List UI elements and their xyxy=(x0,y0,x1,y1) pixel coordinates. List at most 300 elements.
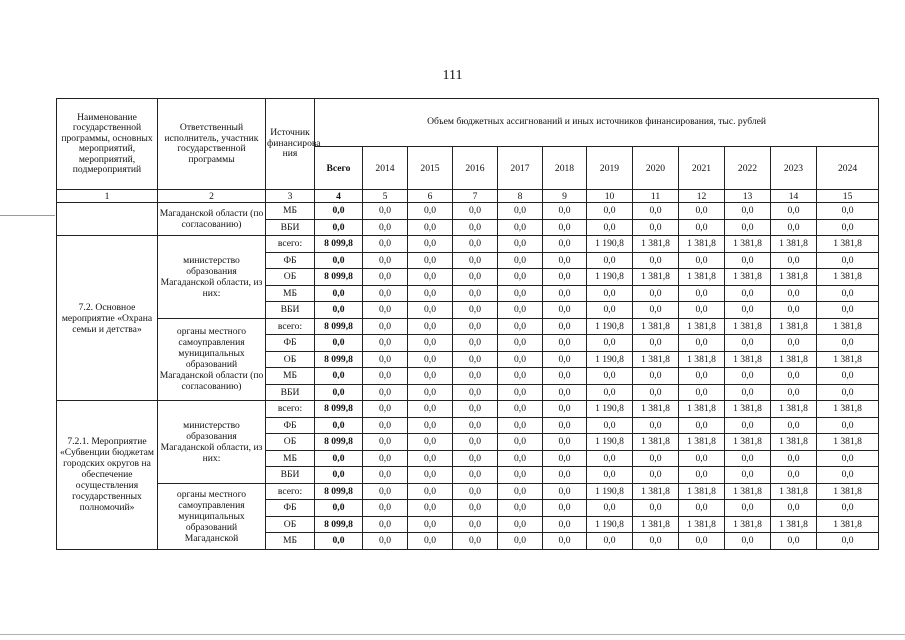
value-cell: 0,0 xyxy=(587,500,633,517)
value-cell: 1 381,8 xyxy=(633,483,679,500)
source-cell: МБ xyxy=(266,203,315,220)
value-cell: 0,0 xyxy=(408,450,453,467)
value-cell: 0,0 xyxy=(817,467,879,484)
source-cell: ФБ xyxy=(266,252,315,269)
value-cell: 0,0 xyxy=(408,285,453,302)
value-cell: 0,0 xyxy=(408,335,453,352)
value-cell: 0,0 xyxy=(679,203,725,220)
value-cell: 0,0 xyxy=(679,252,725,269)
value-cell: 0,0 xyxy=(633,302,679,319)
total-cell: 0,0 xyxy=(315,384,363,401)
value-cell: 0,0 xyxy=(679,450,725,467)
column-number: 6 xyxy=(408,190,453,203)
value-cell: 0,0 xyxy=(587,467,633,484)
value-cell: 1 190,8 xyxy=(587,318,633,335)
value-cell: 0,0 xyxy=(453,401,498,418)
executor-cell: органы местного самоуправления муниципальных образований Магаданской xyxy=(158,483,266,549)
value-cell: 0,0 xyxy=(771,302,817,319)
value-cell: 0,0 xyxy=(771,450,817,467)
value-cell: 1 381,8 xyxy=(679,269,725,286)
value-cell: 0,0 xyxy=(679,285,725,302)
value-cell: 0,0 xyxy=(587,219,633,236)
column-number: 14 xyxy=(771,190,817,203)
value-cell: 0,0 xyxy=(679,467,725,484)
value-cell: 0,0 xyxy=(587,450,633,467)
header-year: 2020 xyxy=(633,147,679,190)
value-cell: 1 381,8 xyxy=(633,401,679,418)
value-cell: 0,0 xyxy=(633,467,679,484)
value-cell: 0,0 xyxy=(543,500,587,517)
value-cell: 1 381,8 xyxy=(633,434,679,451)
value-cell: 0,0 xyxy=(633,219,679,236)
value-cell: 0,0 xyxy=(498,203,543,220)
executor-cell: министерство образования Магаданской области, из них: xyxy=(158,236,266,319)
value-cell: 0,0 xyxy=(725,285,771,302)
value-cell: 0,0 xyxy=(363,384,408,401)
value-cell: 1 381,8 xyxy=(725,351,771,368)
value-cell: 1 190,8 xyxy=(587,516,633,533)
value-cell: 0,0 xyxy=(587,302,633,319)
value-cell: 0,0 xyxy=(543,335,587,352)
value-cell: 0,0 xyxy=(543,434,587,451)
value-cell: 0,0 xyxy=(498,252,543,269)
value-cell: 0,0 xyxy=(771,417,817,434)
value-cell: 1 381,8 xyxy=(817,351,879,368)
value-cell: 1 381,8 xyxy=(679,483,725,500)
value-cell: 0,0 xyxy=(543,384,587,401)
header-year: 2023 xyxy=(771,147,817,190)
scan-artifact-line xyxy=(0,215,55,216)
value-cell: 0,0 xyxy=(408,401,453,418)
value-cell: 0,0 xyxy=(498,236,543,253)
value-cell: 1 381,8 xyxy=(817,516,879,533)
value-cell: 0,0 xyxy=(363,467,408,484)
value-cell: 1 381,8 xyxy=(817,401,879,418)
value-cell: 1 381,8 xyxy=(633,351,679,368)
value-cell: 0,0 xyxy=(633,285,679,302)
total-cell: 0,0 xyxy=(315,302,363,319)
value-cell: 0,0 xyxy=(453,467,498,484)
value-cell: 0,0 xyxy=(363,417,408,434)
value-cell: 0,0 xyxy=(453,483,498,500)
value-cell: 0,0 xyxy=(543,351,587,368)
column-number: 9 xyxy=(543,190,587,203)
value-cell: 0,0 xyxy=(817,302,879,319)
column-number: 1 xyxy=(57,190,158,203)
value-cell: 0,0 xyxy=(633,533,679,550)
header-year: 2015 xyxy=(408,147,453,190)
value-cell: 1 381,8 xyxy=(633,318,679,335)
total-cell: 8 099,8 xyxy=(315,351,363,368)
value-cell: 0,0 xyxy=(408,219,453,236)
value-cell: 0,0 xyxy=(498,516,543,533)
value-cell: 0,0 xyxy=(498,335,543,352)
header-financing-group: Объем бюджетных ассигнований и иных источников финансирования, тыс. рублей xyxy=(315,99,879,147)
total-cell: 8 099,8 xyxy=(315,401,363,418)
value-cell: 0,0 xyxy=(633,335,679,352)
value-cell: 0,0 xyxy=(817,368,879,385)
value-cell: 1 381,8 xyxy=(771,318,817,335)
column-number: 5 xyxy=(363,190,408,203)
value-cell: 0,0 xyxy=(408,516,453,533)
value-cell: 0,0 xyxy=(817,384,879,401)
value-cell: 0,0 xyxy=(771,467,817,484)
value-cell: 0,0 xyxy=(725,500,771,517)
value-cell: 0,0 xyxy=(363,285,408,302)
total-cell: 0,0 xyxy=(315,219,363,236)
header-year: 2018 xyxy=(543,147,587,190)
value-cell: 0,0 xyxy=(679,384,725,401)
value-cell: 0,0 xyxy=(725,533,771,550)
column-number: 10 xyxy=(587,190,633,203)
value-cell: 0,0 xyxy=(363,219,408,236)
value-cell: 0,0 xyxy=(453,335,498,352)
column-number: 8 xyxy=(498,190,543,203)
value-cell: 0,0 xyxy=(771,252,817,269)
value-cell: 0,0 xyxy=(633,203,679,220)
value-cell: 0,0 xyxy=(543,417,587,434)
source-cell: ВБИ xyxy=(266,467,315,484)
total-cell: 8 099,8 xyxy=(315,434,363,451)
value-cell: 0,0 xyxy=(543,302,587,319)
value-cell: 0,0 xyxy=(679,500,725,517)
source-cell: МБ xyxy=(266,533,315,550)
table-row xyxy=(57,483,879,500)
header-total: Всего xyxy=(315,147,363,190)
value-cell: 0,0 xyxy=(679,219,725,236)
value-cell: 0,0 xyxy=(543,450,587,467)
executor-cell: министерство образования Магаданской области, из них: xyxy=(158,401,266,484)
total-cell: 8 099,8 xyxy=(315,483,363,500)
value-cell: 0,0 xyxy=(453,302,498,319)
value-cell: 1 381,8 xyxy=(679,401,725,418)
program-name-cell: 7.2.1. Мероприятие «Субвенции бюджетам городских округов на обеспечение осуществления государственных полномочий» xyxy=(57,401,158,550)
value-cell: 1 381,8 xyxy=(771,351,817,368)
value-cell: 0,0 xyxy=(363,351,408,368)
value-cell: 0,0 xyxy=(453,450,498,467)
value-cell: 1 190,8 xyxy=(587,351,633,368)
table-row xyxy=(57,401,879,418)
value-cell: 0,0 xyxy=(363,318,408,335)
value-cell: 0,0 xyxy=(453,203,498,220)
header-year: 2019 xyxy=(587,147,633,190)
column-number: 12 xyxy=(679,190,725,203)
value-cell: 0,0 xyxy=(633,368,679,385)
value-cell: 0,0 xyxy=(543,203,587,220)
value-cell: 0,0 xyxy=(543,318,587,335)
value-cell: 0,0 xyxy=(363,434,408,451)
value-cell: 0,0 xyxy=(363,450,408,467)
header-year: 2022 xyxy=(725,147,771,190)
column-number-row xyxy=(57,190,879,203)
value-cell: 0,0 xyxy=(725,302,771,319)
value-cell: 0,0 xyxy=(453,533,498,550)
total-cell: 0,0 xyxy=(315,417,363,434)
program-name-cell xyxy=(57,203,158,236)
value-cell: 0,0 xyxy=(633,252,679,269)
value-cell: 0,0 xyxy=(453,434,498,451)
value-cell: 0,0 xyxy=(498,434,543,451)
value-cell: 0,0 xyxy=(408,368,453,385)
value-cell: 0,0 xyxy=(363,500,408,517)
header-executor: Ответственный исполнитель, участник государственной программы xyxy=(158,99,266,190)
value-cell: 0,0 xyxy=(543,269,587,286)
value-cell: 1 381,8 xyxy=(633,236,679,253)
value-cell: 0,0 xyxy=(725,368,771,385)
value-cell: 0,0 xyxy=(543,516,587,533)
value-cell: 0,0 xyxy=(817,450,879,467)
value-cell: 0,0 xyxy=(363,533,408,550)
value-cell: 1 381,8 xyxy=(725,269,771,286)
value-cell: 0,0 xyxy=(453,318,498,335)
value-cell: 1 190,8 xyxy=(587,401,633,418)
executor-cell: Магаданской области (по согласованию) xyxy=(158,203,266,236)
value-cell: 0,0 xyxy=(363,269,408,286)
value-cell: 0,0 xyxy=(587,335,633,352)
header-source: Источник финансирова ния xyxy=(266,99,315,190)
value-cell: 0,0 xyxy=(408,500,453,517)
source-cell: ОБ xyxy=(266,269,315,286)
value-cell: 0,0 xyxy=(725,203,771,220)
value-cell: 0,0 xyxy=(771,335,817,352)
value-cell: 0,0 xyxy=(453,384,498,401)
source-cell: ОБ xyxy=(266,516,315,533)
value-cell: 0,0 xyxy=(453,269,498,286)
value-cell: 0,0 xyxy=(771,285,817,302)
column-number: 11 xyxy=(633,190,679,203)
source-cell: ОБ xyxy=(266,434,315,451)
source-cell: всего: xyxy=(266,318,315,335)
header-program-name: Наименование государственной программы, основных мероприятий, мероприятий, подмероприятий xyxy=(57,99,158,190)
value-cell: 0,0 xyxy=(771,500,817,517)
value-cell: 0,0 xyxy=(363,302,408,319)
value-cell: 0,0 xyxy=(408,351,453,368)
value-cell: 0,0 xyxy=(771,384,817,401)
total-cell: 0,0 xyxy=(315,500,363,517)
value-cell: 0,0 xyxy=(453,236,498,253)
value-cell: 0,0 xyxy=(453,219,498,236)
header-year: 2017 xyxy=(498,147,543,190)
column-number: 3 xyxy=(266,190,315,203)
value-cell: 0,0 xyxy=(363,203,408,220)
value-cell: 0,0 xyxy=(817,533,879,550)
value-cell: 0,0 xyxy=(498,384,543,401)
source-cell: ФБ xyxy=(266,500,315,517)
value-cell: 0,0 xyxy=(498,219,543,236)
value-cell: 0,0 xyxy=(771,533,817,550)
value-cell: 0,0 xyxy=(679,533,725,550)
value-cell: 1 381,8 xyxy=(725,401,771,418)
value-cell: 0,0 xyxy=(408,384,453,401)
program-name-cell: 7.2. Основное мероприятие «Охрана семьи и детства» xyxy=(57,236,158,401)
source-cell: ВБИ xyxy=(266,384,315,401)
value-cell: 0,0 xyxy=(453,368,498,385)
value-cell: 0,0 xyxy=(453,500,498,517)
value-cell: 0,0 xyxy=(725,335,771,352)
column-number: 7 xyxy=(453,190,498,203)
value-cell: 1 381,8 xyxy=(679,351,725,368)
table-body xyxy=(57,190,879,550)
value-cell: 1 381,8 xyxy=(817,269,879,286)
value-cell: 0,0 xyxy=(543,368,587,385)
value-cell: 0,0 xyxy=(408,203,453,220)
value-cell: 0,0 xyxy=(498,417,543,434)
value-cell: 1 381,8 xyxy=(633,516,679,533)
value-cell: 0,0 xyxy=(543,285,587,302)
source-cell: всего: xyxy=(266,236,315,253)
source-cell: всего: xyxy=(266,483,315,500)
value-cell: 0,0 xyxy=(498,351,543,368)
value-cell: 0,0 xyxy=(498,368,543,385)
value-cell: 0,0 xyxy=(817,252,879,269)
value-cell: 0,0 xyxy=(679,335,725,352)
value-cell: 1 381,8 xyxy=(771,401,817,418)
column-number: 13 xyxy=(725,190,771,203)
value-cell: 0,0 xyxy=(498,467,543,484)
value-cell: 1 381,8 xyxy=(679,434,725,451)
value-cell: 1 190,8 xyxy=(587,434,633,451)
total-cell: 0,0 xyxy=(315,252,363,269)
total-cell: 0,0 xyxy=(315,335,363,352)
value-cell: 0,0 xyxy=(771,368,817,385)
value-cell: 0,0 xyxy=(543,533,587,550)
value-cell: 0,0 xyxy=(498,285,543,302)
value-cell: 0,0 xyxy=(408,318,453,335)
source-cell: МБ xyxy=(266,285,315,302)
table-row xyxy=(57,318,879,335)
total-cell: 8 099,8 xyxy=(315,516,363,533)
value-cell: 0,0 xyxy=(408,302,453,319)
value-cell: 0,0 xyxy=(817,500,879,517)
scan-artifact-line xyxy=(0,634,905,635)
total-cell: 8 099,8 xyxy=(315,269,363,286)
header-year: 2021 xyxy=(679,147,725,190)
value-cell: 1 381,8 xyxy=(679,516,725,533)
value-cell: 0,0 xyxy=(543,467,587,484)
value-cell: 0,0 xyxy=(817,219,879,236)
value-cell: 0,0 xyxy=(587,533,633,550)
total-cell: 8 099,8 xyxy=(315,236,363,253)
header-year: 2014 xyxy=(363,147,408,190)
value-cell: 1 190,8 xyxy=(587,483,633,500)
header-year: 2024 xyxy=(817,147,879,190)
value-cell: 0,0 xyxy=(725,384,771,401)
value-cell: 0,0 xyxy=(587,384,633,401)
value-cell: 0,0 xyxy=(453,285,498,302)
column-number: 4 xyxy=(315,190,363,203)
value-cell: 0,0 xyxy=(679,302,725,319)
total-cell: 0,0 xyxy=(315,368,363,385)
column-number: 2 xyxy=(158,190,266,203)
executor-cell: органы местного самоуправления муниципальных образований Магаданской области (по согласованию) xyxy=(158,318,266,401)
value-cell: 0,0 xyxy=(498,483,543,500)
value-cell: 1 381,8 xyxy=(725,434,771,451)
value-cell: 0,0 xyxy=(453,516,498,533)
total-cell: 0,0 xyxy=(315,203,363,220)
source-cell: ОБ xyxy=(266,351,315,368)
value-cell: 0,0 xyxy=(363,401,408,418)
value-cell: 1 190,8 xyxy=(587,236,633,253)
value-cell: 0,0 xyxy=(363,516,408,533)
source-cell: МБ xyxy=(266,450,315,467)
value-cell: 0,0 xyxy=(408,417,453,434)
value-cell: 0,0 xyxy=(498,500,543,517)
value-cell: 0,0 xyxy=(771,219,817,236)
value-cell: 0,0 xyxy=(587,368,633,385)
value-cell: 1 381,8 xyxy=(725,236,771,253)
source-cell: ВБИ xyxy=(266,219,315,236)
value-cell: 0,0 xyxy=(453,252,498,269)
value-cell: 1 381,8 xyxy=(817,434,879,451)
value-cell: 0,0 xyxy=(679,417,725,434)
value-cell: 0,0 xyxy=(498,269,543,286)
value-cell: 0,0 xyxy=(363,252,408,269)
total-cell: 0,0 xyxy=(315,285,363,302)
value-cell: 0,0 xyxy=(725,450,771,467)
value-cell: 1 381,8 xyxy=(771,434,817,451)
value-cell: 0,0 xyxy=(771,203,817,220)
value-cell: 0,0 xyxy=(725,219,771,236)
table-row xyxy=(57,203,879,220)
page-number: 111 xyxy=(442,68,463,83)
value-cell: 0,0 xyxy=(817,285,879,302)
source-cell: ФБ xyxy=(266,417,315,434)
value-cell: 1 381,8 xyxy=(817,236,879,253)
value-cell: 1 381,8 xyxy=(633,269,679,286)
column-number: 15 xyxy=(817,190,879,203)
value-cell: 0,0 xyxy=(408,269,453,286)
value-cell: 0,0 xyxy=(587,417,633,434)
value-cell: 1 381,8 xyxy=(725,483,771,500)
value-cell: 0,0 xyxy=(817,417,879,434)
value-cell: 1 381,8 xyxy=(771,236,817,253)
value-cell: 0,0 xyxy=(587,203,633,220)
value-cell: 0,0 xyxy=(543,483,587,500)
table-row xyxy=(57,236,879,253)
source-cell: ВБИ xyxy=(266,302,315,319)
value-cell: 0,0 xyxy=(363,483,408,500)
source-cell: всего: xyxy=(266,401,315,418)
value-cell: 0,0 xyxy=(408,467,453,484)
value-cell: 1 190,8 xyxy=(587,269,633,286)
value-cell: 0,0 xyxy=(408,252,453,269)
value-cell: 1 381,8 xyxy=(679,318,725,335)
value-cell: 0,0 xyxy=(408,533,453,550)
total-cell: 0,0 xyxy=(315,450,363,467)
value-cell: 0,0 xyxy=(363,368,408,385)
value-cell: 0,0 xyxy=(725,467,771,484)
value-cell: 0,0 xyxy=(453,417,498,434)
value-cell: 0,0 xyxy=(543,252,587,269)
value-cell: 0,0 xyxy=(543,219,587,236)
source-cell: МБ xyxy=(266,368,315,385)
value-cell: 0,0 xyxy=(408,434,453,451)
total-cell: 0,0 xyxy=(315,467,363,484)
value-cell: 1 381,8 xyxy=(725,516,771,533)
total-cell: 0,0 xyxy=(315,533,363,550)
value-cell: 0,0 xyxy=(363,236,408,253)
value-cell: 0,0 xyxy=(633,384,679,401)
value-cell: 0,0 xyxy=(633,500,679,517)
value-cell: 1 381,8 xyxy=(771,516,817,533)
value-cell: 0,0 xyxy=(498,533,543,550)
value-cell: 0,0 xyxy=(633,450,679,467)
value-cell: 0,0 xyxy=(498,401,543,418)
value-cell: 0,0 xyxy=(363,335,408,352)
value-cell: 0,0 xyxy=(587,252,633,269)
value-cell: 0,0 xyxy=(725,417,771,434)
value-cell: 1 381,8 xyxy=(725,318,771,335)
